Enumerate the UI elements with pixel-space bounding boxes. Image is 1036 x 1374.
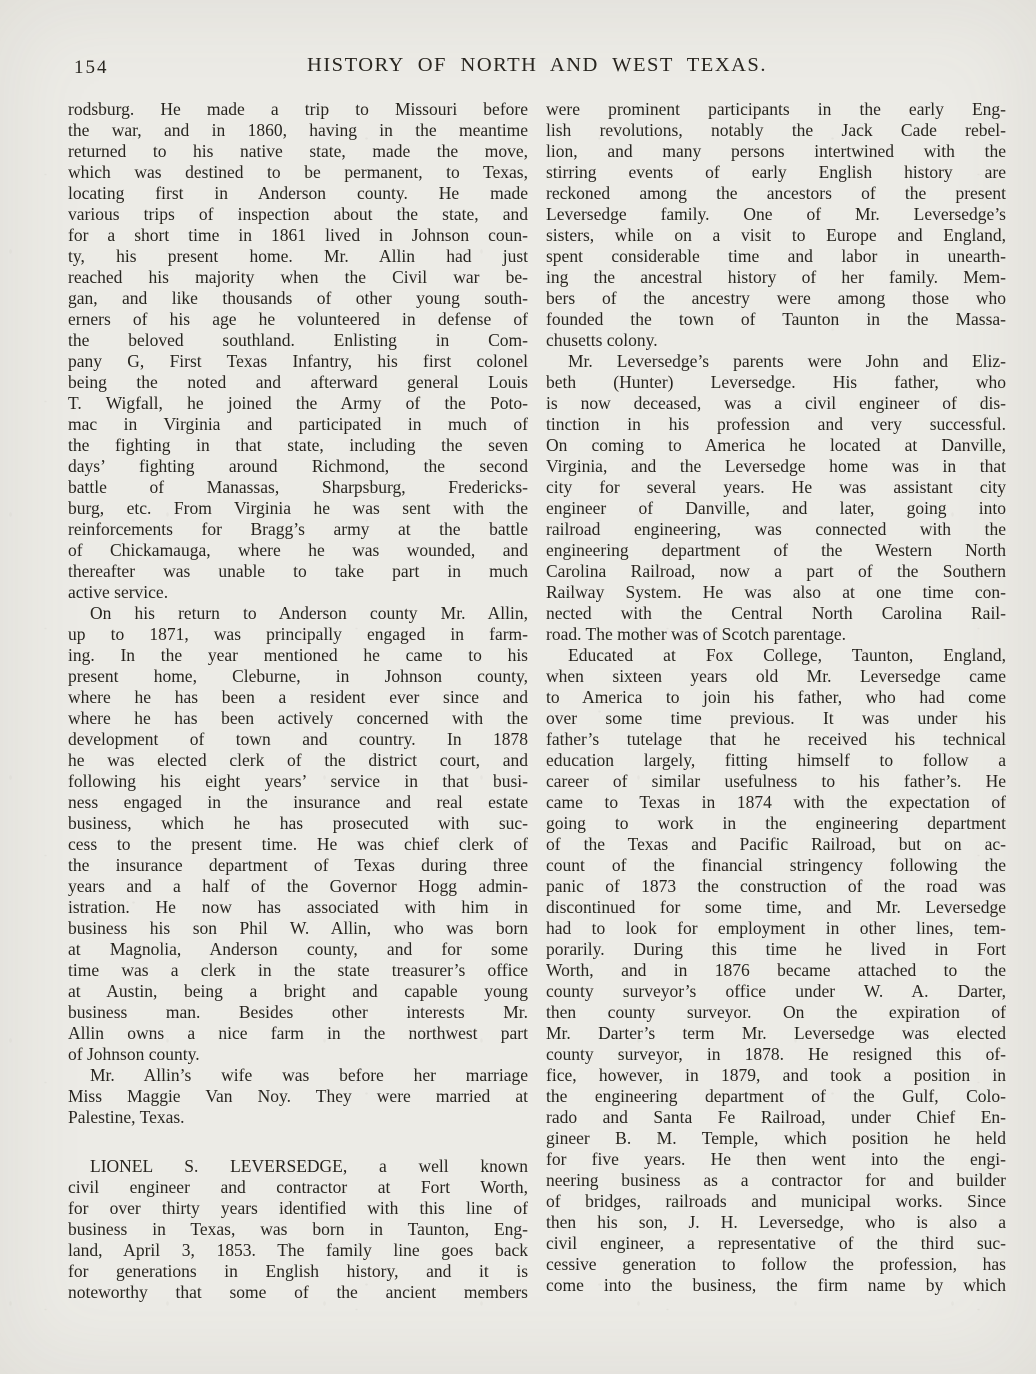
text-line: gan, and like thousands of other young south- [68,288,528,308]
text-line: Allin owns a nice farm in the northwest part [68,1023,528,1043]
paragraph [546,351,1006,645]
text-line: reached his majority when the Civil war be- [68,267,528,287]
text-line: Miss Maggie Van Noy. They were married at [68,1086,528,1106]
text-line: is now deceased, was a civil engineer of dis- [546,393,1006,413]
text-line: for five years. He then went into the engi- [546,1149,1006,1169]
text-line: cess to the present time. He was chief clerk of [68,834,528,854]
text-line: of Johnson county. [68,1044,200,1064]
text-line: ing. In the year mentioned he came to his [68,645,528,665]
text-line: founded the town of Taunton in the Massa- [546,309,1006,329]
text-line: Educated at Fox College, Taunton, England, [568,645,1006,665]
text-line: cessive generation to follow the profession, has [546,1254,1006,1274]
text-line: reckoned among the ancestors of the present [546,183,1006,203]
text-line: On his return to Anderson county Mr. Allin, [90,603,528,623]
text-line: locating first in Anderson county. He made [68,183,528,203]
text-line: stirring events of early English history are [546,162,1006,182]
text-line: for generations in English history, and it is [68,1261,528,1281]
text-line: rado and Santa Fe Railroad, under Chief En- [546,1107,1006,1127]
text-line: spent considerable time and labor in unearth- [546,246,1006,266]
text-line: had to look for employment in other lines, tem- [546,918,1006,938]
text-line: civil engineer and contractor at Fort Worth, [68,1177,528,1197]
text-line: active service. [68,582,169,602]
text-line: father’s tutelage that he received his technical [546,729,1006,749]
text-line: bers of the ancestry were among those who [546,288,1006,308]
text-line: to America to join his father, who had come [546,687,1006,707]
text-line: at Magnolia, Anderson county, and for some [68,939,528,959]
text-line: Mr. Leversedge’s parents were John and Eliz- [568,351,1006,371]
text-line: present home, Cleburne, in Johnson county, [68,666,528,686]
text-line: land, April 3, 1853. The family line goes back [68,1240,528,1260]
running-title: HISTORY OF NORTH AND WEST TEXAS. [307,54,767,76]
text-line: time was a clerk in the state treasurer’s office [68,960,528,980]
paragraph [68,1156,528,1303]
text-line: the engineering department of the Gulf, Colo- [546,1086,1006,1106]
text-line: development of town and country. In 1878 [68,729,528,749]
text-line: returned to his native state, made the move, [68,141,528,161]
paragraph [546,99,1006,351]
text-line: engineer of Danville, and later, going into [546,498,1006,518]
right-column [546,99,1006,1303]
text-columns [68,99,1006,1303]
text-line: being the noted and afterward general Louis [68,372,528,392]
text-line: of Chickamauga, where he was wounded, and [68,540,528,560]
text-line: business man. Besides other interests Mr. [68,1002,528,1022]
text-line: lish revolutions, notably the Jack Cade rebel- [546,120,1006,140]
text-line: ness engaged in the insurance and real estate [68,792,528,812]
paragraph [68,99,528,603]
paragraph [68,603,528,1065]
text-line: On coming to America he located at Danville, [546,435,1006,455]
text-line: erners of his age he volunteered in defense of [68,309,528,329]
text-line: he was elected clerk of the district court, and [68,750,528,770]
text-line: Mr. Darter’s term Mr. Leversedge was elected [546,1023,1006,1043]
text-line: came to Texas in 1874 with the expectation of [546,792,1006,812]
text-line: for over thirty years identified with this line of [68,1198,528,1218]
text-line: various trips of inspection about the state, and [68,204,528,224]
text-line: road. The mother was of Scotch parentage. [546,624,846,644]
text-line: over some time previous. It was under his [546,708,1006,728]
text-line: at Austin, being a bright and capable young [68,981,528,1001]
text-line: business, which he has prosecuted with suc- [68,813,528,833]
paragraph [68,1065,528,1128]
text-line: panic of 1873 the construction of the road was [546,876,1006,896]
page-number: 154 [74,57,109,78]
text-line: ing the ancestral history of her family. Mem- [546,267,1006,287]
text-line: lion, and many persons intertwined with the [546,141,1006,161]
text-line: of bridges, railroads and municipal works. Since [546,1191,1006,1211]
text-line: then county surveyor. On the expiration of [546,1002,1006,1022]
text-line: pany G, First Texas Infantry, his first colonel [68,351,528,371]
text-line: county surveyor, in 1878. He resigned this of- [546,1044,1006,1064]
text-line: career of similar usefulness to his father’s. He [546,771,1006,791]
left-column [68,99,528,1303]
text-line: Leversedge family. One of Mr. Leversedge’s [546,204,1006,224]
text-line: porarily. During this time he lived in Fort [546,939,1006,959]
text-line: Carolina Railroad, now a part of the Southern [546,561,1006,581]
text-line: rodsburg. He made a trip to Missouri before [68,99,528,119]
text-line: were prominent participants in the early Eng- [546,99,1006,119]
text-line: tinction in his profession and very successful. [546,414,1006,434]
text-line: business his son Phil W. Allin, who was born [68,918,528,938]
text-line: Worth, and in 1876 became attached to the [546,960,1006,980]
text-line: when sixteen years old Mr. Leversedge came [546,666,1006,686]
text-line: the war, and in 1860, having in the meantime [68,120,528,140]
text-line: railroad engineering, was connected with the [546,519,1006,539]
text-line: discontinued for some time, and Mr. Leversedge [546,897,1006,917]
text-line: LIONEL S. LEVERSEDGE, a well known [90,1156,528,1176]
text-line: up to 1871, was principally engaged in farm- [68,624,528,644]
text-line: days’ fighting around Richmond, the second [68,456,528,476]
text-line: battle of Manassas, Sharpsburg, Fredericks- [68,477,528,497]
text-line: istration. He now has associated with him in [68,897,528,917]
text-line: the beloved southland. Enlisting in Com- [68,330,528,350]
text-line: going to work in the engineering department [546,813,1006,833]
text-line: following his eight years’ service in that busi- [68,771,528,791]
text-line: burg, etc. From Virginia he was sent with the [68,498,528,518]
text-line: fice, however, in 1879, and took a position in [546,1065,1006,1085]
text-line: of the Texas and Pacific Railroad, but on ac- [546,834,1006,854]
text-line: nected with the Central North Carolina Rail- [546,603,1006,623]
text-line: then his son, J. H. Leversedge, who is also a [546,1212,1006,1232]
text-line: sisters, while on a visit to Europe and England, [546,225,1006,245]
page-header [68,54,1006,84]
text-line: for a short time in 1861 lived in Johnson coun- [68,225,528,245]
text-line: reinforcements for Bragg’s army at the battle [68,519,528,539]
text-line: come into the business, the firm name by which [546,1275,1006,1295]
text-line: business in Texas, was born in Taunton, Eng- [68,1219,528,1239]
text-line: mac in Virginia and participated in much of [68,414,528,434]
text-line: thereafter was unable to take part in much [68,561,528,581]
text-line: neering business as a contractor for and builder [546,1170,1006,1190]
text-line: county surveyor’s office under W. A. Darter, [546,981,1006,1001]
text-line: which was destined to be permanent, to Texas, [68,162,528,182]
text-line: years and a half of the Governor Hogg admin- [68,876,528,896]
text-line: the fighting in that state, including the seven [68,435,528,455]
text-line: city for several years. He was assistant city [546,477,1006,497]
paragraph [546,645,1006,1296]
text-line: beth (Hunter) Leversedge. His father, who [546,372,1006,392]
text-line: chusetts colony. [546,330,658,350]
text-line: where he has been a resident ever since and [68,687,528,707]
text-line: Railway System. He was also at one time con- [546,582,1006,602]
text-line: where he has been actively concerned with the [68,708,528,728]
text-line: noteworthy that some of the ancient members [68,1282,528,1302]
text-line: Mr. Allin’s wife was before her marriage [90,1065,528,1085]
text-line: T. Wigfall, he joined the Army of the Poto- [68,393,528,413]
text-line: gineer B. M. Temple, which position he held [546,1128,1006,1148]
text-line: engineering department of the Western North [546,540,1006,560]
text-line: civil engineer, a representative of the third suc- [546,1233,1006,1253]
text-line: Palestine, Texas. [68,1107,185,1127]
text-line: count of the financial stringency following the [546,855,1006,875]
text-line: education largely, fitting himself to follow a [546,750,1006,770]
text-line: ty, his present home. Mr. Allin had just [68,246,528,266]
text-line: Virginia, and the Leversedge home was in that [546,456,1006,476]
text-line: the insurance department of Texas during three [68,855,528,875]
